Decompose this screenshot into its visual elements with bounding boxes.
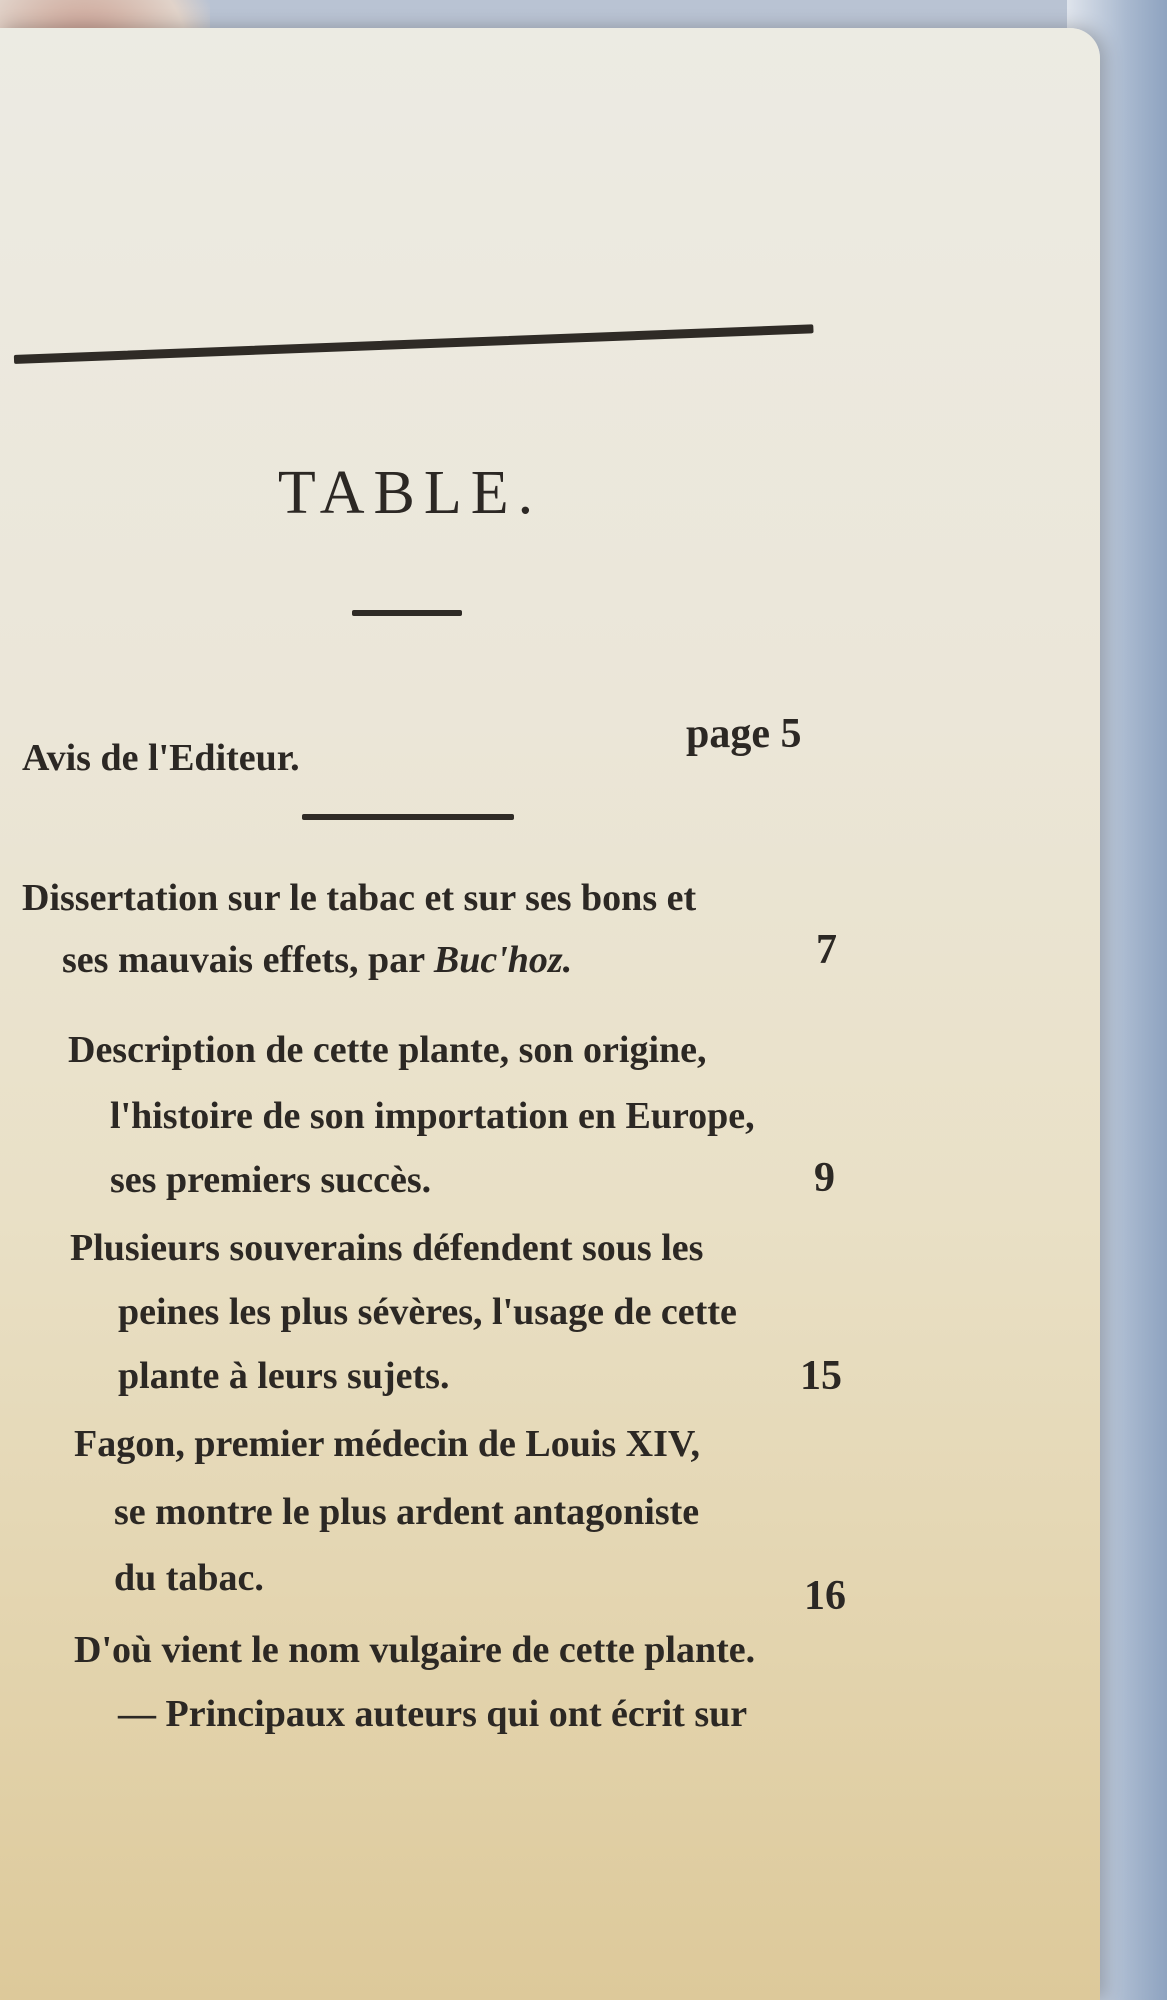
toc-entry-page: page 5 (686, 711, 802, 757)
toc-entry-line: Fagon, premier médecin de Louis XIV, (74, 1423, 700, 1465)
toc-entry-line: plante à leurs sujets. (118, 1355, 450, 1397)
toc-entry-line: Plusieurs souverains défendent sous les (70, 1227, 704, 1269)
page-title: TABLE. (277, 459, 543, 527)
toc-entry-line: Dissertation sur le tabac et sur ses bons et (22, 877, 697, 919)
toc-entry-page: 9 (814, 1155, 835, 1201)
toc-entry-line: peines les plus sévères, l'usage de cette (118, 1291, 737, 1333)
toc-entry-line: du tabac. (114, 1557, 264, 1599)
toc-entry-line: D'où vient le nom vulgaire de cette plante. (74, 1629, 756, 1671)
book-page (0, 28, 1100, 2000)
table-of-contents (0, 28, 1100, 2000)
toc-entry-page: 7 (816, 927, 837, 973)
toc-entry-author: Buc'hoz. (433, 939, 573, 981)
title-divider (352, 610, 462, 616)
toc-entry-line: ses premiers succès. (110, 1159, 432, 1201)
toc-entry-text: ses mauvais effets, par (62, 939, 425, 981)
toc-entry-line: Description de cette plante, son origine, (68, 1029, 707, 1071)
toc-entry-page: 16 (804, 1573, 846, 1619)
toc-entry-line: l'histoire de son importation en Europe, (110, 1095, 755, 1137)
toc-entry-line: — Principaux auteurs qui ont écrit sur (118, 1693, 748, 1735)
toc-entry-label: Avis de l'Editeur. (22, 737, 300, 779)
toc-entry-page: 15 (800, 1353, 842, 1399)
section-divider (302, 814, 514, 820)
toc-entry-line: se montre le plus ardent antagoniste (114, 1491, 700, 1533)
toc-entry-line (62, 938, 572, 982)
